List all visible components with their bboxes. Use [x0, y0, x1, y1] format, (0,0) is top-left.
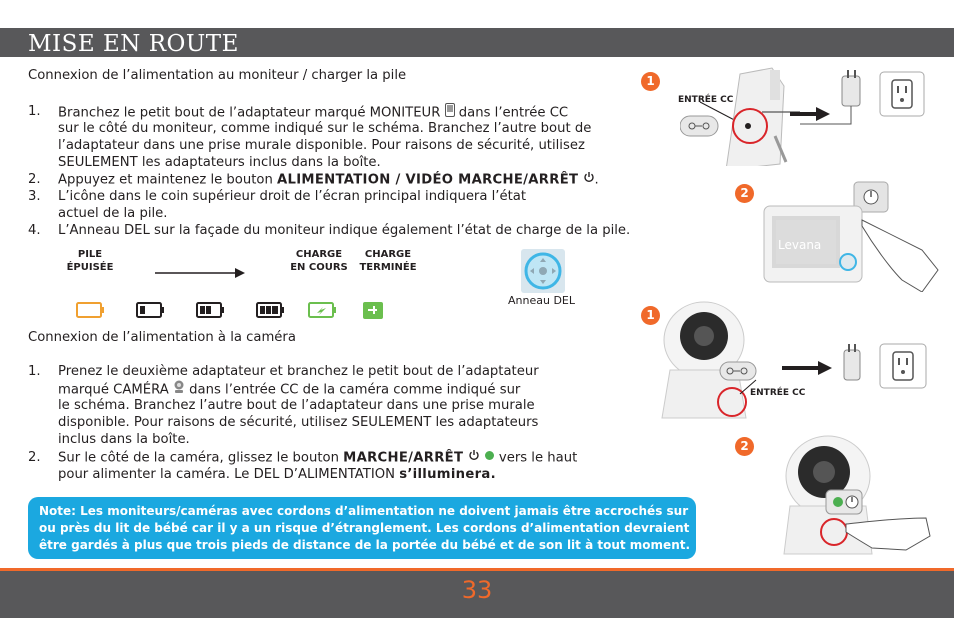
- step-text: SEULEMENT les adaptateurs inclus dans la boîte.: [58, 155, 381, 170]
- legend-done-label: CHARGE TERMINÉE: [359, 249, 417, 273]
- step-number: 2.: [28, 172, 41, 187]
- section2-heading: Connexion de l’alimentation à la caméra: [28, 330, 296, 345]
- step-number: 2.: [28, 450, 41, 465]
- power-icon: [583, 171, 595, 188]
- monitor-power-illustration: [680, 66, 930, 166]
- legend-empty-label: PILE ÉPUISÉE: [66, 249, 114, 273]
- warning-note: [28, 497, 696, 559]
- note-line: ou près du lit de bébé car il y a un risque d’étranglement. Les cordons d’alimentation devraient: [39, 521, 690, 535]
- battery-empty-icon: [77, 303, 104, 317]
- section1-heading: Connexion de l’alimentation au moniteur / charger la pile: [28, 68, 407, 83]
- battery-low-icon: [137, 303, 164, 317]
- step-text: disponible. Pour raisons de sécurité, utilisez SEULEMENT les adaptateurs: [58, 415, 539, 430]
- dc-in-label: ENTRÉE CC: [678, 95, 734, 105]
- step-text: inclus dans la boîte.: [58, 432, 190, 447]
- note-line: être gardés à plus que trois pieds de distance de la portée du bébé et de son lit à tout moment.: [39, 538, 691, 552]
- green-led-icon: [484, 449, 495, 466]
- dc-in-label: ENTRÉE CC: [750, 388, 806, 398]
- step-number: 1.: [28, 104, 41, 119]
- step-text: pour alimenter la caméra. Le DEL D’ALIMENTATION s’illuminera.: [58, 467, 496, 482]
- step-badge: 1: [641, 72, 660, 91]
- step-badge: 2: [735, 184, 754, 203]
- camera-power-illustration: [652, 300, 932, 426]
- brand-logo: Levana: [778, 238, 822, 252]
- battery-charged-icon: [363, 302, 383, 319]
- monitor-power-on-illustration: [762, 180, 942, 292]
- led-ring-icon: [521, 249, 565, 293]
- step-text: Prenez le deuxième adaptateur et branchez le petit bout de l’adaptateur: [58, 364, 539, 379]
- led-ring-label: Anneau DEL: [508, 294, 575, 307]
- step-number: 4.: [28, 223, 41, 238]
- battery-full-icon: [257, 303, 284, 317]
- camera-power-on-illustration: [776, 432, 936, 558]
- battery-mid-icon: [197, 303, 224, 317]
- step-text: L’Anneau DEL sur la façade du moniteur indique également l’état de charge de la pile.: [58, 223, 631, 238]
- battery-charging-icon: [309, 303, 336, 317]
- page-title: MISE EN ROUTE: [28, 31, 239, 57]
- step-text: marqué CAMÉRA dans l’entrée CC de la caméra comme indiqué sur: [58, 380, 520, 399]
- step-badge: 1: [641, 306, 660, 325]
- step-text: le schéma. Branchez l’autre bout de l’adaptateur dans une prise murale: [58, 398, 535, 413]
- step-number: 3.: [28, 189, 41, 204]
- step-badge: 2: [735, 437, 754, 456]
- legend-charging-label: CHARGE EN COURS: [290, 249, 348, 273]
- step-text: Sur le côté de la caméra, glissez le bouton MARCHE/ARRÊT vers le haut: [58, 450, 578, 466]
- step-text: actuel de la pile.: [58, 206, 168, 221]
- step-text: l’adaptateur dans une prise murale disponible. Pour raisons de sécurité, utilisez: [58, 138, 585, 153]
- note-line: Note: Les moniteurs/caméras avec cordons d’alimentation ne doivent jamais être accrochés sur: [39, 504, 689, 518]
- step-text: L’icône dans le coin supérieur droit de l’écran principal indiquera l’état: [58, 189, 527, 204]
- page-number: 33: [461, 576, 493, 604]
- step-text: Appuyez et maintenez le bouton ALIMENTATION / VIDÉO MARCHE/ARRÊT .: [58, 172, 599, 188]
- battery-levels: [76, 299, 386, 323]
- step-text: Branchez le petit bout de l’adaptateur marqué MONITEUR dans l’entrée CC: [58, 103, 568, 122]
- step-text: sur le côté du moniteur, comme indiqué sur le schéma. Branchez l’autre bout de: [58, 121, 592, 136]
- arrow-icon: [155, 267, 245, 279]
- step-number: 1.: [28, 364, 41, 379]
- power-icon: [468, 449, 480, 466]
